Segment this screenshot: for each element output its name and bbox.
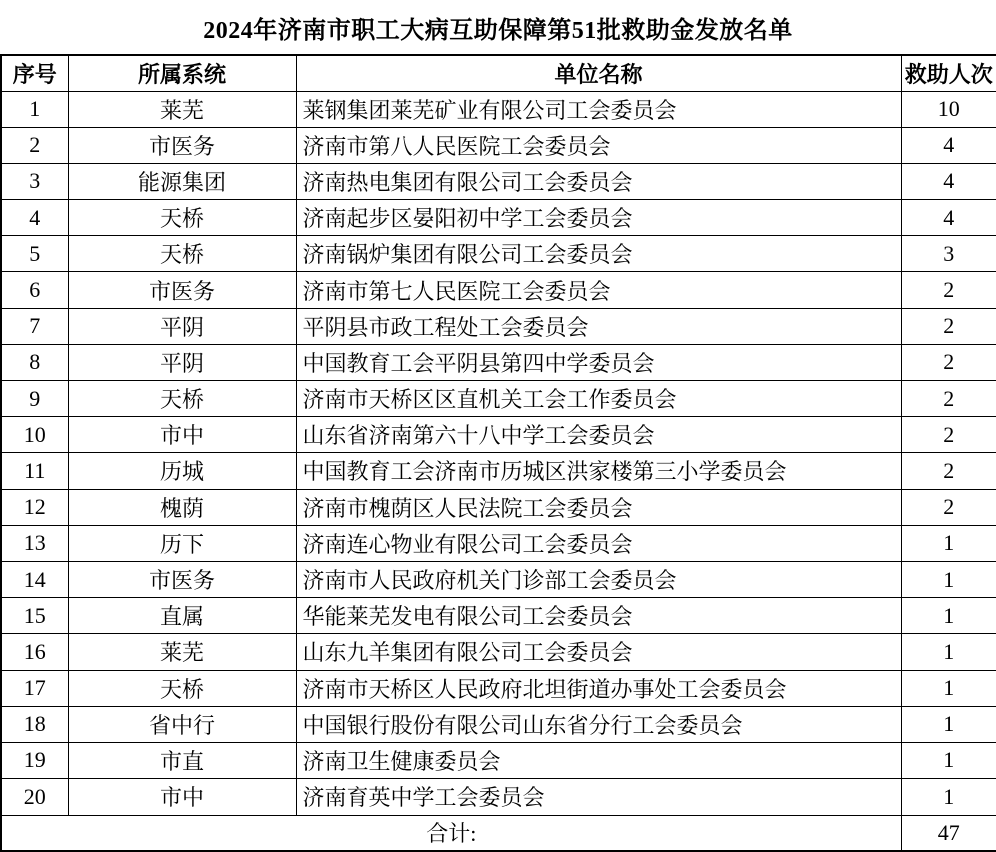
- cell-unit: 济南热电集团有限公司工会委员会: [296, 163, 901, 199]
- table-row: [1, 670, 996, 706]
- cell-index: 16: [1, 634, 68, 670]
- cell-count: 10: [901, 91, 996, 127]
- cell-unit: 济南市人民政府机关门诊部工会委员会: [296, 561, 901, 597]
- cell-system: 天桥: [68, 236, 296, 272]
- cell-system: 槐荫: [68, 489, 296, 525]
- cell-unit: 济南市天桥区区直机关工会工作委员会: [296, 381, 901, 417]
- cell-system: 莱芜: [68, 91, 296, 127]
- cell-index: 5: [1, 236, 68, 272]
- cell-count: 4: [901, 127, 996, 163]
- table-row: [1, 200, 996, 236]
- cell-count: 1: [901, 706, 996, 742]
- cell-count: 1: [901, 670, 996, 706]
- cell-count: 2: [901, 453, 996, 489]
- total-value: 47: [901, 815, 996, 851]
- cell-index: 19: [1, 742, 68, 778]
- cell-unit: 山东九羊集团有限公司工会委员会: [296, 634, 901, 670]
- cell-unit: 华能莱芜发电有限公司工会委员会: [296, 598, 901, 634]
- cell-count: 1: [901, 525, 996, 561]
- cell-system: 历城: [68, 453, 296, 489]
- column-header-count: 救助人次: [901, 55, 996, 91]
- cell-unit: 济南卫生健康委员会: [296, 742, 901, 778]
- total-label: 合计:: [1, 815, 901, 851]
- cell-index: 6: [1, 272, 68, 308]
- cell-system: 省中行: [68, 706, 296, 742]
- cell-index: 1: [1, 91, 68, 127]
- cell-index: 20: [1, 779, 68, 815]
- cell-system: 天桥: [68, 200, 296, 236]
- cell-system: 平阴: [68, 308, 296, 344]
- cell-unit: 济南市槐荫区人民法院工会委员会: [296, 489, 901, 525]
- cell-index: 15: [1, 598, 68, 634]
- column-header-unit: 单位名称: [296, 55, 901, 91]
- column-header-index: 序号: [1, 55, 68, 91]
- cell-unit: 平阴县市政工程处工会委员会: [296, 308, 901, 344]
- cell-index: 4: [1, 200, 68, 236]
- cell-count: 4: [901, 163, 996, 199]
- cell-index: 8: [1, 344, 68, 380]
- cell-index: 17: [1, 670, 68, 706]
- cell-unit: 济南连心物业有限公司工会委员会: [296, 525, 901, 561]
- table-row: [1, 308, 996, 344]
- cell-unit: 莱钢集团莱芜矿业有限公司工会委员会: [296, 91, 901, 127]
- cell-system: 莱芜: [68, 634, 296, 670]
- table-row: [1, 417, 996, 453]
- cell-count: 4: [901, 200, 996, 236]
- cell-count: 2: [901, 381, 996, 417]
- cell-index: 18: [1, 706, 68, 742]
- cell-system: 能源集团: [68, 163, 296, 199]
- table-row: [1, 272, 996, 308]
- table-row: [1, 489, 996, 525]
- cell-count: 1: [901, 634, 996, 670]
- table-row: [1, 779, 996, 815]
- cell-unit: 中国教育工会平阴县第四中学委员会: [296, 344, 901, 380]
- cell-index: 12: [1, 489, 68, 525]
- cell-count: 2: [901, 308, 996, 344]
- cell-unit: 济南锅炉集团有限公司工会委员会: [296, 236, 901, 272]
- cell-count: 1: [901, 779, 996, 815]
- cell-count: 2: [901, 417, 996, 453]
- cell-unit: 济南市第七人民医院工会委员会: [296, 272, 901, 308]
- table-row: [1, 163, 996, 199]
- table-row: [1, 344, 996, 380]
- cell-index: 2: [1, 127, 68, 163]
- cell-count: 2: [901, 344, 996, 380]
- table-row: [1, 381, 996, 417]
- cell-count: 2: [901, 272, 996, 308]
- table-row: [1, 91, 996, 127]
- page-title: 2024年济南市职工大病互助保障第51批救助金发放名单: [203, 17, 793, 44]
- cell-count: 1: [901, 561, 996, 597]
- cell-count: 3: [901, 236, 996, 272]
- cell-unit: 中国银行股份有限公司山东省分行工会委员会: [296, 706, 901, 742]
- cell-count: 2: [901, 489, 996, 525]
- table-row: [1, 706, 996, 742]
- cell-count: 1: [901, 742, 996, 778]
- cell-unit: 山东省济南第六十八中学工会委员会: [296, 417, 901, 453]
- cell-count: 1: [901, 598, 996, 634]
- table-body: [1, 91, 996, 815]
- cell-unit: 济南市天桥区人民政府北坦街道办事处工会委员会: [296, 670, 901, 706]
- cell-index: 3: [1, 163, 68, 199]
- title-bar: [0, 0, 996, 54]
- roster-table: [0, 54, 996, 852]
- table-row: [1, 598, 996, 634]
- cell-system: 市医务: [68, 272, 296, 308]
- cell-system: 直属: [68, 598, 296, 634]
- cell-index: 7: [1, 308, 68, 344]
- cell-unit: 济南起步区晏阳初中学工会委员会: [296, 200, 901, 236]
- cell-system: 市中: [68, 417, 296, 453]
- cell-index: 9: [1, 381, 68, 417]
- table-row: [1, 127, 996, 163]
- cell-index: 10: [1, 417, 68, 453]
- column-header-system: 所属系统: [68, 55, 296, 91]
- cell-system: 平阴: [68, 344, 296, 380]
- cell-system: 天桥: [68, 670, 296, 706]
- cell-system: 市医务: [68, 561, 296, 597]
- cell-index: 14: [1, 561, 68, 597]
- cell-system: 市直: [68, 742, 296, 778]
- header-row: [1, 55, 996, 91]
- cell-index: 13: [1, 525, 68, 561]
- cell-system: 历下: [68, 525, 296, 561]
- table-row: [1, 525, 996, 561]
- cell-system: 市中: [68, 779, 296, 815]
- table-row: [1, 561, 996, 597]
- cell-system: 天桥: [68, 381, 296, 417]
- cell-index: 11: [1, 453, 68, 489]
- table-row: [1, 742, 996, 778]
- table-row: [1, 236, 996, 272]
- cell-system: 市医务: [68, 127, 296, 163]
- cell-unit: 中国教育工会济南市历城区洪家楼第三小学委员会: [296, 453, 901, 489]
- cell-unit: 济南育英中学工会委员会: [296, 779, 901, 815]
- total-row: [1, 815, 996, 851]
- cell-unit: 济南市第八人民医院工会委员会: [296, 127, 901, 163]
- table-row: [1, 453, 996, 489]
- table-row: [1, 634, 996, 670]
